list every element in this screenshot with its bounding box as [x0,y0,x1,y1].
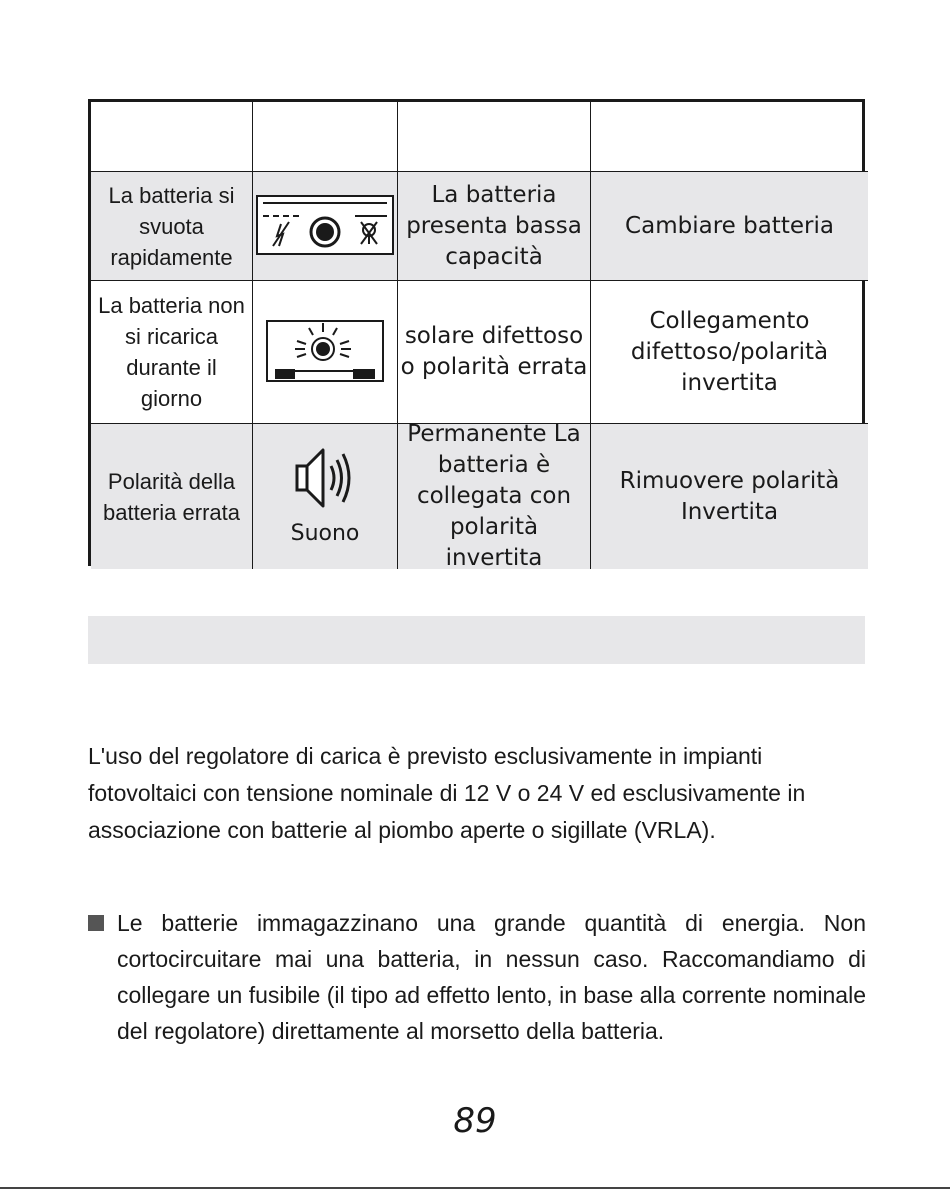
condition-cell: La batteria si svuota rapidamente [91,172,253,281]
remedy-cell: Collegamento difettoso/polarità invertita [591,281,868,424]
header-cell [91,102,253,172]
indicator-label: Suono [290,521,360,546]
cause-cell: La batteria presenta bassa capacità [398,172,591,281]
header-cell [591,102,868,172]
bullet-text: Le batterie immagazzinano una grande quantità di energia. Non cortocircuitare mai una batteria, in nessun caso. Raccomandiamo di collegare un fusibile (il tipo ad effetto lento, in base alla corrente nominale del regolatore) direttamente al morsetto della batteria. [117,910,866,1044]
page-number: 89 [453,1101,497,1141]
usage-paragraph: L'uso del regolatore di carica è previsto esclusivamente in impianti fotovoltaici con tensione nominale di 12 V o 24 V ed esclusivamente in associazione con batterie al piombo aperte o sigillate (VRLA). [88,743,806,843]
speaker-icon [293,444,357,512]
condition-cell: Polarità della batteria errata [91,424,253,569]
indicator-cell [253,281,398,424]
cause-cell: Permanente La batteria è collegata con polarità invertita [398,424,591,569]
bullet-square-icon [88,915,104,931]
header-cell [253,102,398,172]
condition-cell: La batteria non si ricarica durante il giorno [91,281,253,424]
battery-status-display-icon [255,194,395,258]
solar-status-display-icon [265,319,385,385]
bullet-item [88,905,866,1049]
remedy-cell: Rimuovere polarità Invertita [591,424,868,569]
section-heading-band [88,616,865,664]
remedy-cell: Cambiare batteria [591,172,868,281]
header-cell [398,102,591,172]
cause-cell: solare difettoso o polarità errata [398,281,591,424]
indicator-cell [253,172,398,281]
troubleshooting-table [88,99,865,571]
indicator-cell [253,424,398,569]
